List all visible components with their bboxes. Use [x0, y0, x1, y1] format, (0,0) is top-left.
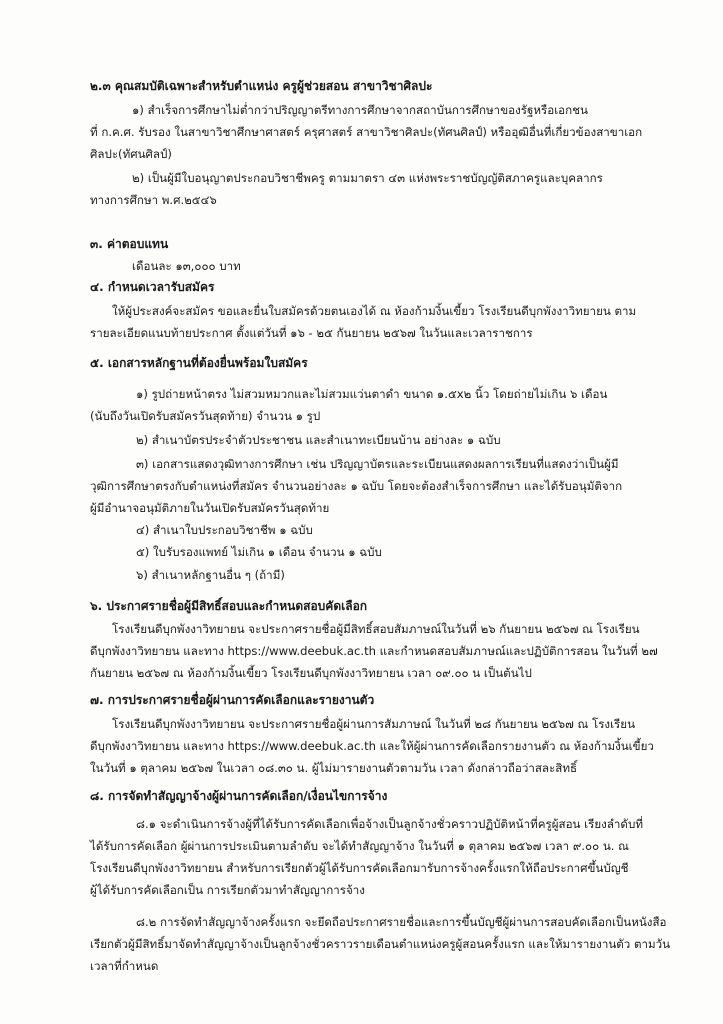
- section-2-3-item-1-line-2: ที่ ก.ค.ศ. รับรอง ในสาขาวิชาศึกษาศาสตร์ ครุศาสตร์ สาขาวิชาศิลปะ(ทัศนศิลป์) หรืออุฒิอื่นที่เกี่ยวข้องสาขาเอก: [90, 125, 643, 139]
- section-6-heading: ๖. ประกาศรายชื่อผู้มีสิทธิ์สอบและกำหนดสอบคัดเลือก: [90, 599, 368, 613]
- section-8-2-line-1: ๘.๒ การจัดทำสัญญาจ้างครั้งแรก จะยึดถือประกาศรายชื่อและการขึ้นบัญชีผู้ผ่านการสอบคัดเลือกเป็นหนังสือ: [136, 915, 667, 929]
- section-4-line-1: ให้ผู้ประสงค์จะสมัคร ขอและยื่นใบสมัครด้วยตนเองได้ ณ ห้องก้ามงิ้นเขี้ยว โรงเรียนดีบุกพังงาวิทยายน ตาม: [112, 304, 637, 318]
- section-3-salary: เดือนละ ๑๓,๐๐๐ บาท: [132, 259, 241, 273]
- section-2-3-heading: ๒.๓ คุณสมบัติเฉพาะสำหรับตำแหน่ง ครูผู้ช่วยสอน สาขาวิชาศิลปะ: [90, 79, 433, 93]
- section-8-1-line-3: โรงเรียนดีบุกพังงาวิทยายน สำหรับการเรียกตัวผู้ได้รับการคัดเลือกมารับการจ้างครั้งแรกให้ถือประกาศขึ้นบัญชี: [90, 861, 629, 875]
- section-4-heading: ๔. กำหนดเวลารับสมัคร: [90, 280, 215, 294]
- section-2-3-item-1-line-1: ๑) สำเร็จการศึกษาไม่ต่ำกว่าปริญญาตรีทางการศึกษาจากสถาบันการศึกษาของรัฐหรือเอกชน: [132, 103, 588, 117]
- section-5-item-1-line-1: ๑) รูปถ่ายหน้าตรง ไม่สวมหมวกและไม่สวมแว่นตาดำ ขนาด ๑.๕x๒ นิ้ว โดยถ่ายไม่เกิน ๖ เดือน: [136, 387, 608, 401]
- section-5-item-5: ๕) ใบรับรองแพทย์ ไม่เกิน ๑ เดือน จำนวน ๑ ฉบับ: [136, 545, 382, 559]
- section-7-line-3: ในวันที่ ๑ ตุลาคม ๒๕๖๗ ในเวลา ๐๘.๓๐ น. ผู้ไม่มารายงานตัวตามวัน เวลา ดังกล่าวถือว่าสละสิทธิ์: [90, 761, 578, 775]
- section-5-item-3-line-2: วุฒิการศึกษาตรงกับตำแหน่งที่สมัคร จำนวนอย่างละ ๑ ฉบับ โดยจะต้องสำเร็จการศึกษา และได้รับอนุมัติจาก: [90, 479, 623, 493]
- section-2-3-item-2-line-2: ทางการศึกษา พ.ศ.๒๕๔๖: [90, 193, 217, 207]
- section-6-line-1: โรงเรียนดีบุกพังงาวิทยายน จะประกาศรายชื่อผู้มีสิทธิ์สอบสัมภาษณ์ในวันที่ ๒๖ กันยายน ๒๕๖๗ ณ โรงเรียน: [112, 622, 640, 636]
- section-8-2-line-3: เวลาที่กำหนด: [90, 959, 159, 973]
- section-2-3-item-1-line-3: ศิลปะ(ทัศนศิลป์): [90, 147, 172, 161]
- section-6-line-3: กันยายน ๒๕๖๗ ณ ห้องก้ามงิ้นเขี้ยว โรงเรียนดีบุกพังงาวิทยายน เวลา ๐๙.๐๐ น เป็นต้นไป: [90, 666, 532, 680]
- section-4-line-2: รายละเอียดแนบท้ายประกาศ ตั้งแต่วันที่ ๑๖ - ๒๕ กันยายน ๒๕๖๗ ในวันและเวลาราชการ: [90, 326, 533, 340]
- section-7-heading: ๗. การประกาศรายชื่อผู้ผ่านการคัดเลือกและรายงานตัว: [90, 693, 375, 707]
- section-6-line-2: ดีบุกพังงาวิทยายน และทาง https://www.deebuk.ac.th และกำหนดสอบสัมภาษณ์และปฏิบัติการสอน ในวันที่ ๒๗: [90, 644, 658, 658]
- section-5-item-3-line-3: ผู้มีอำนาจอนุมัติภายในวันเปิดรับสมัครวันสุดท้าย: [90, 501, 330, 515]
- section-7-line-1: โรงเรียนดีบุกพังงาวิทยายน จะประกาศรายชื่อผู้ผ่านการสัมภาษณ์ ในวันที่ ๒๘ กันยายน ๒๕๖๗ ณ โรงเรียน: [112, 717, 636, 731]
- section-8-1-line-2: ได้รับการคัดเลือก ผู้ผ่านการประเมินตามลำดับ จะได้ทำสัญญาจ้าง ในวันที่ ๑ ตุลาคม ๒๕๖๗ เวลา ๙.๐๐ น. ณ: [90, 839, 629, 853]
- section-8-1-line-1: ๘.๑ จะดำเนินการจ้างผู้ที่ได้รับการคัดเลือกเพื่อจ้างเป็นลูกจ้างชั่วคราวปฏิบัติหน้าที่ครูผู้สอน เรียงลำดับที่: [136, 817, 643, 831]
- section-8-1-line-4: ผู้ได้รับการคัดเลือกเป็น การเรียกตัวมาทำสัญญาการจ้าง: [90, 883, 365, 897]
- section-8-heading: ๘. การจัดทำสัญญาจ้างผู้ผ่านการคัดเลือก/เงื่อนไขการจ้าง: [90, 789, 388, 803]
- section-7-line-2: ดีบุกพังงาวิทยายน และทาง https://www.deebuk.ac.th และให้ผู้ผ่านการคัดเลือกรายงานตัว ณ ห้องก้ามงิ้นเขี้ยว: [90, 739, 654, 753]
- section-3-heading: ๓. ค่าตอบแทน: [90, 237, 169, 251]
- section-5-item-6: ๖) สำเนาหลักฐานอื่น ๆ (ถ้ามี): [136, 568, 285, 582]
- section-8-2-line-2: เรียกตัวผู้มีสิทธิ์มาจัดทำสัญญาจ้างเป็นลูกจ้างชั่วคราวรายเดือนตำแหน่งครูผู้สอนครั้งแรก และให้มารายงานตัว ตามวัน: [90, 937, 671, 951]
- section-5-item-3-line-1: ๓) เอกสารแสดงวุฒิทางการศึกษา เช่น ปริญญาบัตรและระเบียนแสดงผลการเรียนที่แสดงว่าเป็นผู้มี: [136, 457, 619, 471]
- section-5-heading: ๕. เอกสารหลักฐานที่ต้องยื่นพร้อมใบสมัคร: [90, 356, 308, 370]
- section-2-3-item-2-line-1: ๒) เป็นผู้มีใบอนุญาตประกอบวิชาชีพครู ตามมาตรา ๔๓ แห่งพระราชบัญญัติสภาครูและบุคลากร: [132, 171, 603, 185]
- section-5-item-1-line-2: (นับถึงวันเปิดรับสมัครวันสุดท้าย) จำนวน ๑ รูป: [90, 409, 321, 423]
- section-5-item-2: ๒) สำเนาบัตรประจำตัวประชาชน และสำเนาทะเบียนบ้าน อย่างละ ๑ ฉบับ: [136, 433, 501, 447]
- section-5-item-4: ๔) สำเนาใบประกอบวิชาชีพ ๑ ฉบับ: [136, 523, 313, 537]
